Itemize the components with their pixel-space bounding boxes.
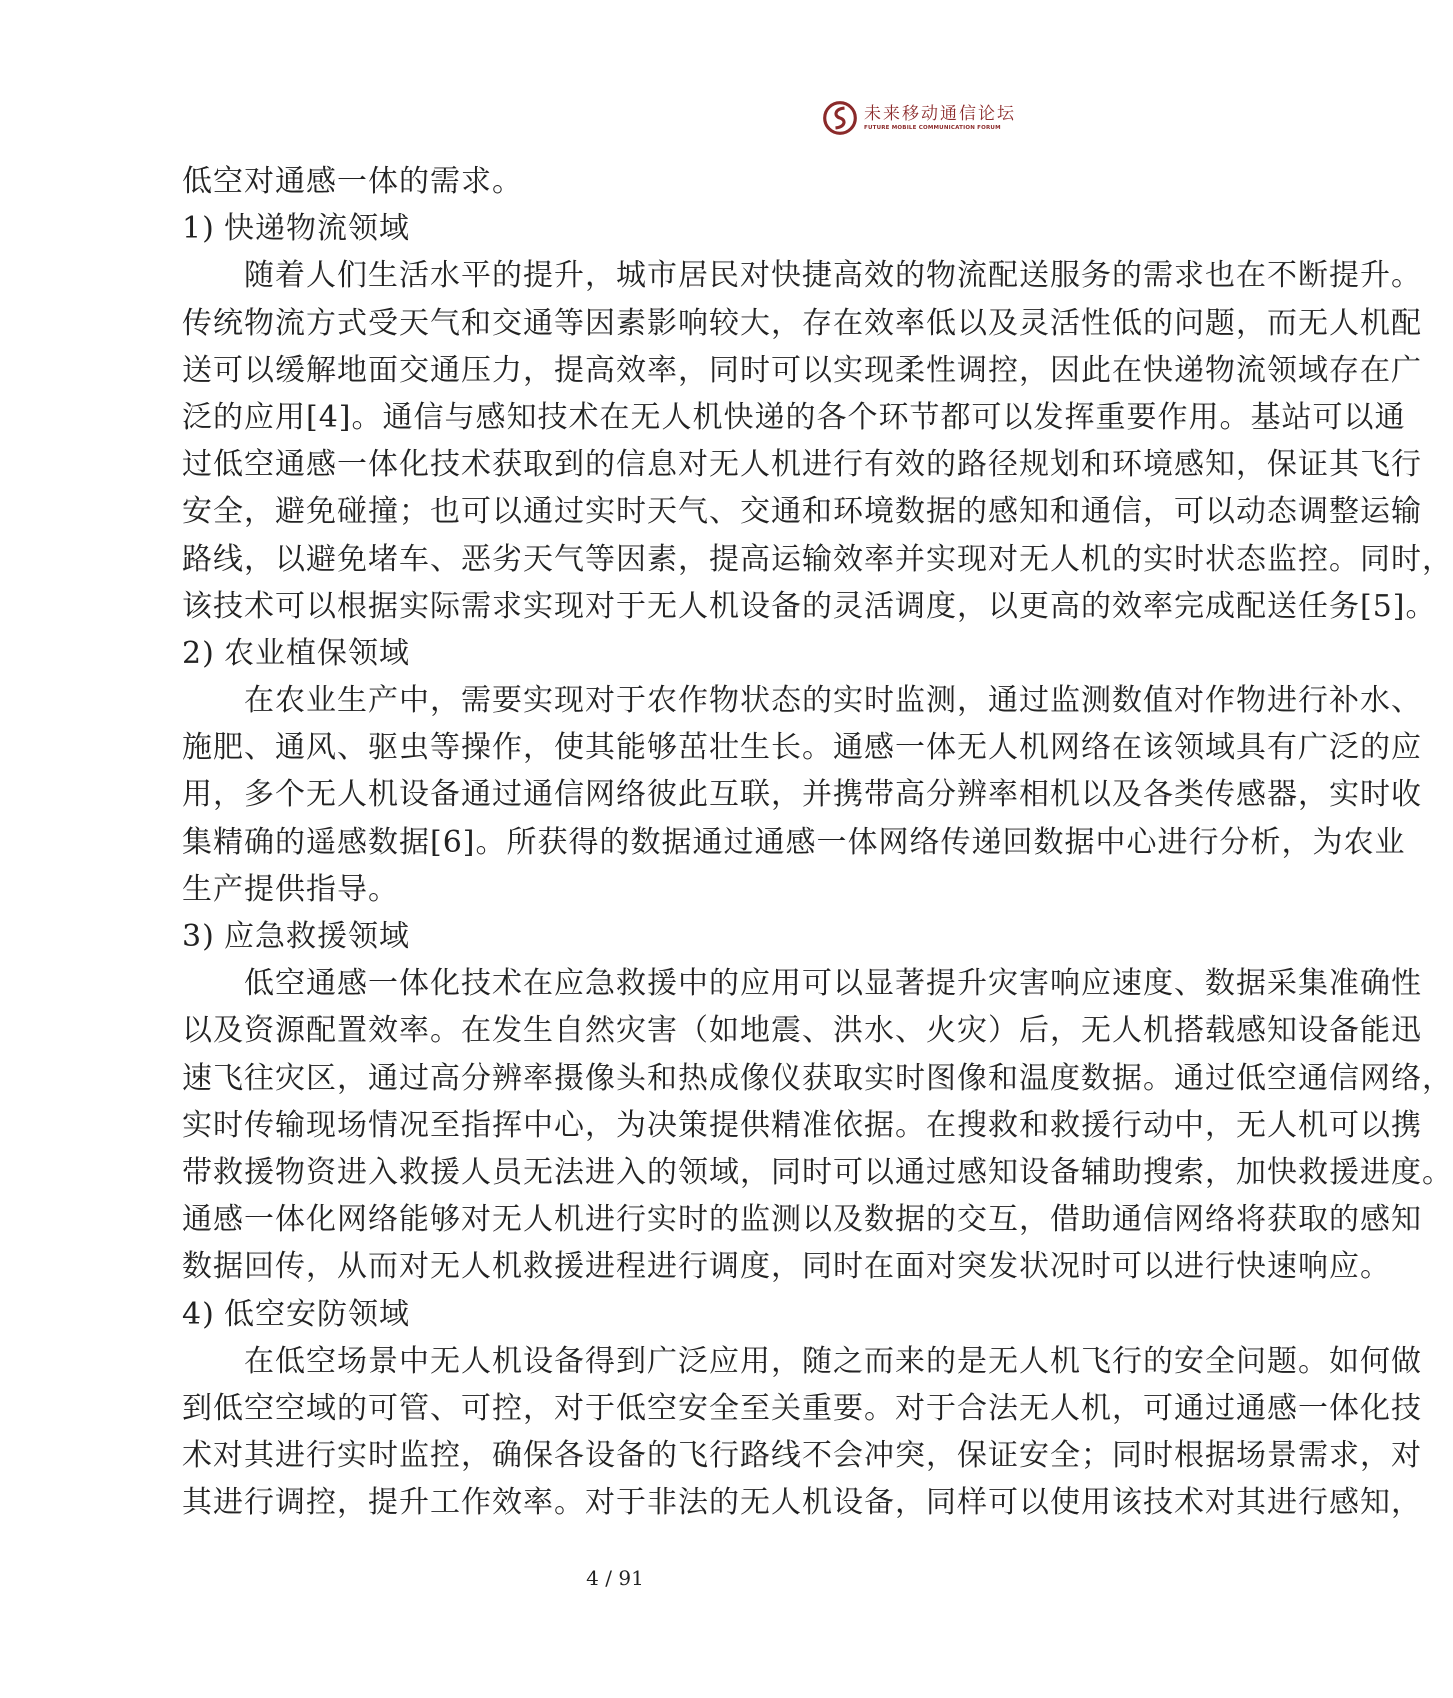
paragraph-line: 在农业生产中，需要实现对于农作物状态的实时监测，通过监测数值对作物进行补水、 (244, 683, 1422, 719)
section-heading (182, 205, 1028, 252)
section-title: 农业植保领域 (224, 635, 410, 671)
paragraph-line: 通感一体化网络能够对无人机进行实时的监测以及数据的交互，借助通信网络将获取的感知 (182, 1202, 1422, 1238)
section-number: 3) (182, 919, 215, 954)
paragraph-line: 传统物流方式受天气和交通等因素影响较大，存在效率低以及灵活性低的问题，而无人机配 (182, 305, 1422, 341)
paragraph-line: 到低空空域的可管、可控，对于低空安全至关重要。对于合法无人机，可通过通感一体化技 (182, 1390, 1422, 1426)
paragraph-line: 以及资源配置效率。在发生自然灾害（如地震、洪水、火灾）后，无人机搭载感知设备能迅 (182, 1013, 1422, 1049)
forum-emblem-icon (822, 100, 858, 136)
paragraph-line: 安全，避免碰撞；也可以通过实时天气、交通和环境数据的感知和通信，可以动态调整运输 (182, 494, 1422, 530)
paragraph-line: 其进行调控，提升工作效率。对于非法的无人机设备，同样可以使用该技术对其进行感知， (182, 1485, 1422, 1521)
paragraph-line: 生产提供指导。 (182, 871, 399, 907)
section-title: 应急救援领域 (224, 919, 410, 954)
paragraph-line: 带救援物资进入救援人员无法进入的领域，同时可以通过感知设备辅助搜索，加快救援进度。 (182, 1154, 1453, 1190)
section-heading (182, 913, 1028, 960)
logo-chinese-name: 未来移动通信论坛 (864, 104, 1016, 124)
paragraph-line: 速飞往灾区，通过高分辨率摄像头和热成像仪获取实时图像和温度数据。通过低空通信网络， (182, 1060, 1453, 1096)
paragraph-line: 随着人们生活水平的提升，城市居民对快捷高效的物流配送服务的需求也在不断提升。 (244, 258, 1422, 294)
paragraph-line: 实时传输现场情况至指挥中心，为决策提供精准依据。在搜救和救援行动中，无人机可以携 (182, 1107, 1422, 1143)
paragraph-line: 施肥、通风、驱虫等操作，使其能够茁壮生长。通感一体无人机网络在该领域具有广泛的应 (182, 730, 1422, 766)
paragraph-line: 数据回传，从而对无人机救援进程进行调度，同时在面对突发状况时可以进行快速响应。 (182, 1249, 1391, 1285)
paragraph-line: 路线，以避免堵车、恶劣天气等因素，提高运输效率并实现对无人机的实时状态监控。同时， (182, 541, 1453, 577)
document-body (182, 158, 1453, 1526)
section-title: 低空安防领域 (224, 1296, 410, 1332)
paragraph-line: 送可以缓解地面交通压力，提高效率，同时可以实现柔性调控，因此在快递物流领域存在广 (182, 352, 1422, 388)
section-heading (182, 630, 1028, 677)
logo-english-name: FUTURE MOBILE COMMUNICATION FORUM (864, 125, 1001, 131)
page-number: 4 / 91 (586, 1566, 644, 1590)
paragraph-line: 该技术可以根据实际需求实现对于无人机设备的灵活调度，以更高的效率完成配送任务[5]。 (182, 588, 1437, 624)
paragraph-line: 过低空通感一体化技术获取到的信息对无人机进行有效的路径规划和环境感知，保证其飞行 (182, 447, 1422, 483)
forum-logo (822, 92, 1032, 144)
paragraph-line: 术对其进行实时监控，确保各设备的飞行路线不会冲突，保证安全；同时根据场景需求，对 (182, 1438, 1422, 1474)
section-title: 快递物流领域 (224, 211, 410, 247)
paragraph-line: 低空对通感一体的需求。 (182, 164, 523, 199)
section-heading (182, 1291, 1028, 1338)
section-number: 2) (182, 635, 215, 671)
section-number: 4) (182, 1296, 215, 1332)
paragraph-line: 用，多个无人机设备通过通信网络彼此互联，并携带高分辨率相机以及各类传感器，实时收 (182, 777, 1422, 813)
paragraph-line: 泛的应用[4]。通信与感知技术在无人机快递的各个环节都可以发挥重要作用。基站可以通 (182, 399, 1406, 435)
paragraph-line: 集精确的遥感数据[6]。所获得的数据通过通感一体网络传递回数据中心进行分析，为农业 (182, 824, 1406, 860)
paragraph-line: 低空通感一体化技术在应急救援中的应用可以显著提升灾害响应速度、数据采集准确性 (244, 966, 1422, 1002)
paragraph-line: 在低空场景中无人机设备得到广泛应用，随之而来的是无人机飞行的安全问题。如何做 (244, 1343, 1422, 1379)
section-number: 1) (182, 211, 215, 247)
